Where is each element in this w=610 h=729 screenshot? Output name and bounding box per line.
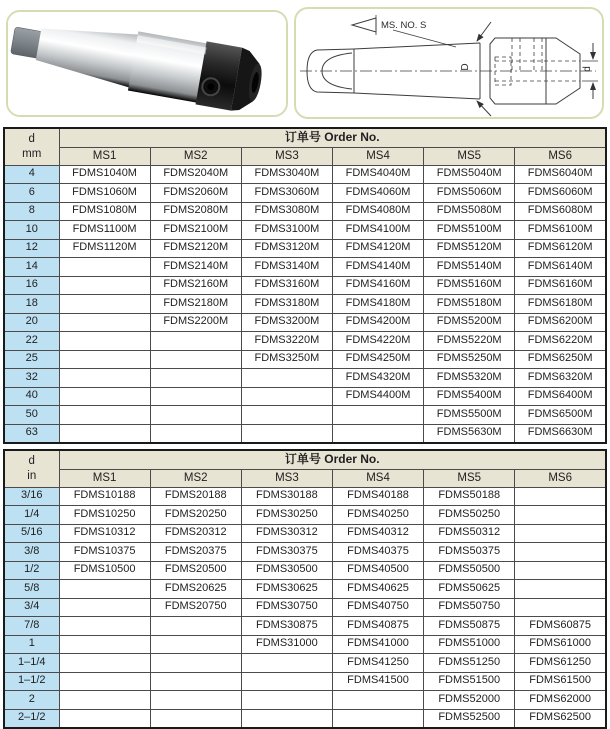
empty-cell — [150, 369, 241, 388]
table-row — [4, 635, 606, 654]
empty-cell — [59, 295, 150, 314]
table-row — [4, 295, 606, 314]
order-no-cell: FDMS4400M — [332, 387, 423, 406]
d-value-cell: 5/16 — [4, 524, 59, 543]
empty-cell — [515, 487, 606, 506]
order-no-cell: FDMS40625 — [332, 580, 423, 599]
order-no-cell: FDMS30188 — [241, 487, 332, 506]
order-no-cell: FDMS62000 — [515, 691, 606, 710]
order-no-cell: FDMS10188 — [59, 487, 150, 506]
order-no-cell: FDMS4140M — [332, 258, 423, 277]
empty-cell — [150, 406, 241, 425]
order-no-cell: FDMS4040M — [332, 165, 423, 184]
order-no-cell: FDMS50250 — [424, 506, 515, 525]
table-row — [4, 524, 606, 543]
order-no-cell: FDMS6140M — [515, 258, 606, 277]
d-value-cell: 1 — [4, 635, 59, 654]
table-row — [4, 598, 606, 617]
order-no-cell: FDMS6200M — [515, 313, 606, 332]
table-row — [4, 654, 606, 673]
empty-cell — [515, 598, 606, 617]
order-no-cell: FDMS1040M — [59, 165, 150, 184]
order-no-cell: FDMS5250M — [424, 350, 515, 369]
order-no-cell: FDMS20250 — [150, 506, 241, 525]
order-no-cell: FDMS51500 — [424, 672, 515, 691]
order-no-cell: FDMS31000 — [241, 635, 332, 654]
order-no-cell: FDMS3220M — [241, 332, 332, 351]
order-no-cell: FDMS30500 — [241, 561, 332, 580]
empty-cell — [515, 580, 606, 599]
order-no-cell: FDMS1120M — [59, 239, 150, 258]
empty-cell — [150, 617, 241, 636]
order-no-cell: FDMS40188 — [332, 487, 423, 506]
order-no-cell: FDMS60875 — [515, 617, 606, 636]
dim-D-arrow-top — [477, 22, 491, 41]
order-no-cell: FDMS40375 — [332, 543, 423, 562]
column-header-ms6: MS6 — [515, 147, 606, 165]
empty-cell — [59, 406, 150, 425]
table-row — [4, 672, 606, 691]
empty-cell — [59, 672, 150, 691]
order-no-cell: FDMS20312 — [150, 524, 241, 543]
order-no-cell: FDMS5320M — [424, 369, 515, 388]
order-no-cell: FDMS4250M — [332, 350, 423, 369]
order-no-cell: FDMS62500 — [515, 709, 606, 728]
order-no-cell: FDMS20188 — [150, 487, 241, 506]
d-value-cell: 25 — [4, 350, 59, 369]
empty-cell — [241, 672, 332, 691]
taper-top-edge — [354, 43, 480, 49]
empty-cell — [515, 543, 606, 562]
table-row — [4, 258, 606, 277]
table-row — [4, 165, 606, 184]
d-value-cell: 3/16 — [4, 487, 59, 506]
table-row — [4, 221, 606, 240]
shank-dia-label: D — [460, 63, 471, 71]
table-row — [4, 617, 606, 636]
order-table-metric — [3, 127, 607, 444]
technical-drawing — [294, 7, 604, 119]
order-no-cell: FDMS30375 — [241, 543, 332, 562]
tool-photo-illustration — [8, 12, 286, 115]
order-no-cell: FDMS20750 — [150, 598, 241, 617]
d-value-cell: 1/2 — [4, 561, 59, 580]
empty-cell — [59, 617, 150, 636]
order-no-cell: FDMS2160M — [150, 276, 241, 295]
d-value-cell: 10 — [4, 221, 59, 240]
order-no-cell: FDMS40312 — [332, 524, 423, 543]
order-no-cell: FDMS61000 — [515, 635, 606, 654]
empty-cell — [59, 387, 150, 406]
order-no-header: 订单号 Order No. — [59, 128, 606, 147]
order-no-cell: FDMS50312 — [424, 524, 515, 543]
empty-cell — [59, 654, 150, 673]
order-no-cell: FDMS4060M — [332, 184, 423, 203]
d-value-cell: 1/4 — [4, 506, 59, 525]
order-no-cell: FDMS6120M — [515, 239, 606, 258]
order-no-cell: FDMS5200M — [424, 313, 515, 332]
column-header-ms2: MS2 — [150, 147, 241, 165]
d-label: d — [28, 133, 35, 146]
empty-cell — [241, 387, 332, 406]
order-no-cell: FDMS6040M — [515, 165, 606, 184]
order-no-cell: FDMS4160M — [332, 276, 423, 295]
d-value-cell: 1–1/2 — [4, 672, 59, 691]
order-no-cell: FDMS6250M — [515, 350, 606, 369]
empty-cell — [241, 654, 332, 673]
order-no-cell: FDMS5220M — [424, 332, 515, 351]
order-no-cell: FDMS6400M — [515, 387, 606, 406]
order-no-cell: FDMS2120M — [150, 239, 241, 258]
d-column-header — [4, 450, 59, 487]
empty-cell — [150, 635, 241, 654]
d-value-cell: 8 — [4, 202, 59, 221]
order-no-cell: FDMS30750 — [241, 598, 332, 617]
empty-cell — [59, 258, 150, 277]
column-header-ms5: MS5 — [424, 469, 515, 487]
order-no-cell: FDMS5140M — [424, 258, 515, 277]
order-no-cell: FDMS5040M — [424, 165, 515, 184]
d-value-cell: 2–1/2 — [4, 709, 59, 728]
empty-cell — [332, 424, 423, 443]
empty-cell — [332, 406, 423, 425]
order-no-cell: FDMS3060M — [241, 184, 332, 203]
order-no-cell: FDMS20500 — [150, 561, 241, 580]
d-value-cell: 32 — [4, 369, 59, 388]
empty-cell — [150, 654, 241, 673]
empty-cell — [59, 709, 150, 728]
table-row — [4, 239, 606, 258]
empty-cell — [150, 672, 241, 691]
order-no-cell: FDMS51000 — [424, 635, 515, 654]
order-no-cell: FDMS4220M — [332, 332, 423, 351]
order-no-cell: FDMS5400M — [424, 387, 515, 406]
order-no-cell: FDMS3250M — [241, 350, 332, 369]
empty-cell — [515, 506, 606, 525]
order-table-inch — [3, 449, 607, 729]
order-no-cell: FDMS40750 — [332, 598, 423, 617]
empty-cell — [59, 424, 150, 443]
empty-cell — [332, 709, 423, 728]
table-row — [4, 202, 606, 221]
order-no-cell: FDMS3180M — [241, 295, 332, 314]
table-row — [4, 424, 606, 443]
table-row — [4, 276, 606, 295]
d-value-cell: 3/4 — [4, 598, 59, 617]
empty-cell — [150, 387, 241, 406]
body-outline — [490, 38, 546, 104]
empty-cell — [241, 691, 332, 710]
order-no-cell: FDMS40250 — [332, 506, 423, 525]
table-row — [4, 184, 606, 203]
empty-cell — [515, 524, 606, 543]
order-no-cell: FDMS5060M — [424, 184, 515, 203]
column-header-ms1: MS1 — [59, 469, 150, 487]
order-no-cell: FDMS2040M — [150, 165, 241, 184]
empty-cell — [241, 369, 332, 388]
order-no-cell: FDMS6160M — [515, 276, 606, 295]
order-no-cell: FDMS3160M — [241, 276, 332, 295]
table-row — [4, 561, 606, 580]
empty-cell — [150, 691, 241, 710]
d-value-cell: 50 — [4, 406, 59, 425]
tool-drawing — [296, 9, 602, 117]
order-no-cell: FDMS4080M — [332, 202, 423, 221]
table-row — [4, 313, 606, 332]
order-no-header: 订单号 Order No. — [59, 450, 606, 469]
order-no-cell: FDMS5630M — [424, 424, 515, 443]
order-no-cell: FDMS6320M — [515, 369, 606, 388]
d-value-cell: 5/8 — [4, 580, 59, 599]
order-no-cell: FDMS6630M — [515, 424, 606, 443]
order-no-cell: FDMS30875 — [241, 617, 332, 636]
d-value-cell: 22 — [4, 332, 59, 351]
column-header-ms4: MS4 — [332, 469, 423, 487]
order-no-cell: FDMS50625 — [424, 580, 515, 599]
order-no-cell: FDMS50375 — [424, 543, 515, 562]
order-no-cell: FDMS1060M — [59, 184, 150, 203]
d-value-cell: 12 — [4, 239, 59, 258]
order-no-cell: FDMS41000 — [332, 635, 423, 654]
order-no-cell: FDMS5080M — [424, 202, 515, 221]
d-value-cell: 7/8 — [4, 617, 59, 636]
d-column-header — [4, 128, 59, 165]
table-row — [4, 506, 606, 525]
empty-cell — [241, 406, 332, 425]
order-no-cell: FDMS41500 — [332, 672, 423, 691]
taper-bottom-edge — [354, 93, 480, 99]
order-no-cell: FDMS3100M — [241, 221, 332, 240]
order-no-cell: FDMS52000 — [424, 691, 515, 710]
empty-cell — [59, 369, 150, 388]
d-value-cell: 2 — [4, 691, 59, 710]
order-no-cell: FDMS1080M — [59, 202, 150, 221]
empty-cell — [150, 350, 241, 369]
order-no-cell: FDMS41250 — [332, 654, 423, 673]
order-no-cell: FDMS30625 — [241, 580, 332, 599]
order-no-cell: FDMS10375 — [59, 543, 150, 562]
order-no-cell: FDMS5100M — [424, 221, 515, 240]
empty-cell — [150, 709, 241, 728]
empty-cell — [59, 580, 150, 599]
order-no-cell: FDMS50500 — [424, 561, 515, 580]
order-no-cell: FDMS4200M — [332, 313, 423, 332]
order-no-cell: FDMS6100M — [515, 221, 606, 240]
order-no-cell: FDMS5180M — [424, 295, 515, 314]
order-no-cell: FDMS6180M — [515, 295, 606, 314]
d-value-cell: 63 — [4, 424, 59, 443]
d-unit-label: mm — [22, 147, 42, 160]
order-no-cell: FDMS3140M — [241, 258, 332, 277]
column-header-ms3: MS3 — [241, 469, 332, 487]
order-no-cell: FDMS50750 — [424, 598, 515, 617]
order-no-cell: FDMS30250 — [241, 506, 332, 525]
empty-cell — [150, 332, 241, 351]
table-row — [4, 709, 606, 728]
d-value-cell: 4 — [4, 165, 59, 184]
order-no-cell: FDMS20375 — [150, 543, 241, 562]
column-header-ms3: MS3 — [241, 147, 332, 165]
d-value-cell: 40 — [4, 387, 59, 406]
order-no-cell: FDMS40875 — [332, 617, 423, 636]
empty-cell — [241, 424, 332, 443]
taper-symbol-icon — [352, 18, 376, 32]
d-value-cell: 16 — [4, 276, 59, 295]
d-unit-label: in — [27, 469, 37, 482]
order-no-cell: FDMS4100M — [332, 221, 423, 240]
d-value-cell: 20 — [4, 313, 59, 332]
order-no-cell: FDMS3120M — [241, 239, 332, 258]
empty-cell — [59, 332, 150, 351]
column-header-ms2: MS2 — [150, 469, 241, 487]
table-row — [4, 332, 606, 351]
ms-header-row — [4, 147, 606, 165]
column-header-ms5: MS5 — [424, 147, 515, 165]
order-no-cell: FDMS6220M — [515, 332, 606, 351]
order-no-cell: FDMS10250 — [59, 506, 150, 525]
order-no-cell: FDMS2200M — [150, 313, 241, 332]
order-no-cell: FDMS10312 — [59, 524, 150, 543]
order-no-cell: FDMS2080M — [150, 202, 241, 221]
table-row — [4, 543, 606, 562]
empty-cell — [59, 598, 150, 617]
table-row — [4, 580, 606, 599]
table-row — [4, 406, 606, 425]
column-header-ms1: MS1 — [59, 147, 150, 165]
order-no-cell: FDMS6080M — [515, 202, 606, 221]
d-label: d — [28, 455, 35, 468]
table-row — [4, 350, 606, 369]
column-header-ms4: MS4 — [332, 147, 423, 165]
order-no-cell: FDMS40500 — [332, 561, 423, 580]
empty-cell — [59, 691, 150, 710]
order-no-cell: FDMS3040M — [241, 165, 332, 184]
order-no-cell: FDMS50875 — [424, 617, 515, 636]
empty-cell — [59, 350, 150, 369]
order-no-cell: FDMS5500M — [424, 406, 515, 425]
d-value-cell: 1–1/4 — [4, 654, 59, 673]
empty-cell — [515, 561, 606, 580]
empty-cell — [150, 424, 241, 443]
d-value-cell: 18 — [4, 295, 59, 314]
table-row — [4, 369, 606, 388]
leader-line — [393, 30, 456, 47]
order-no-cell: FDMS2100M — [150, 221, 241, 240]
order-no-cell: FDMS1100M — [59, 221, 150, 240]
order-no-cell: FDMS10500 — [59, 561, 150, 580]
d-value-cell: 6 — [4, 184, 59, 203]
order-no-cell: FDMS4180M — [332, 295, 423, 314]
table-row — [4, 387, 606, 406]
ms-header-row — [4, 469, 606, 487]
order-no-cell: FDMS4320M — [332, 369, 423, 388]
order-no-cell: FDMS3080M — [241, 202, 332, 221]
order-no-cell: FDMS61500 — [515, 672, 606, 691]
d-value-cell: 3/8 — [4, 543, 59, 562]
order-no-cell: FDMS2180M — [150, 295, 241, 314]
order-no-cell: FDMS20625 — [150, 580, 241, 599]
order-no-cell: FDMS61250 — [515, 654, 606, 673]
order-no-cell: FDMS5160M — [424, 276, 515, 295]
order-no-cell: FDMS6500M — [515, 406, 606, 425]
column-header-ms6: MS6 — [515, 469, 606, 487]
dim-D-arrow-bottom — [477, 101, 491, 116]
order-no-cell: FDMS50188 — [424, 487, 515, 506]
taper-spec-label: MS. NO. S — [381, 20, 427, 31]
order-no-cell: FDMS30312 — [241, 524, 332, 543]
table-row — [4, 487, 606, 506]
order-no-cell: FDMS4120M — [332, 239, 423, 258]
order-no-cell: FDMS5120M — [424, 239, 515, 258]
d-value-cell: 14 — [4, 258, 59, 277]
table-row — [4, 691, 606, 710]
empty-cell — [241, 709, 332, 728]
order-no-cell: FDMS2060M — [150, 184, 241, 203]
empty-cell — [332, 691, 423, 710]
empty-cell — [59, 313, 150, 332]
order-no-cell: FDMS3200M — [241, 313, 332, 332]
bore-dia-label: d — [582, 66, 593, 72]
order-no-cell: FDMS52500 — [424, 709, 515, 728]
order-no-cell: FDMS6060M — [515, 184, 606, 203]
empty-cell — [59, 276, 150, 295]
empty-cell — [59, 635, 150, 654]
product-photo — [6, 10, 288, 117]
order-no-cell: FDMS2140M — [150, 258, 241, 277]
order-no-cell: FDMS51250 — [424, 654, 515, 673]
